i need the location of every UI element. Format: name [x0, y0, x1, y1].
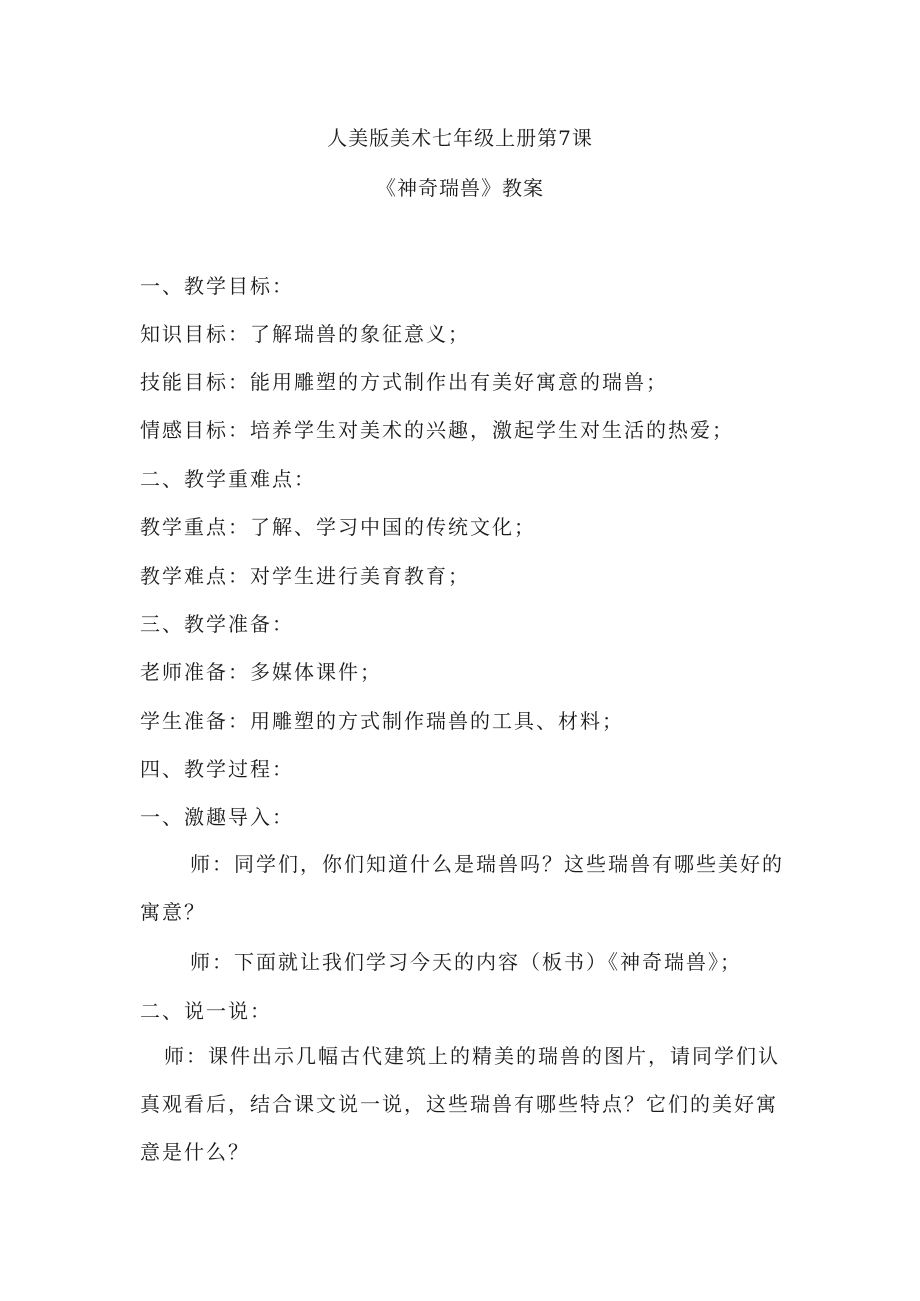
section-heading-process: 四、教学过程：: [140, 757, 294, 781]
skill-objective: 技能目标：能用雕塑的方式制作出有美好寓意的瑞兽；: [140, 370, 668, 394]
discuss-paragraph: 师：课件出示几幅古代建筑上的精美的瑞兽的图片，请同学们认真观看后，结合课文说一说，这些瑞兽有哪些特点？它们的美好寓意是什么？: [140, 1044, 780, 1164]
section-heading-preparation: 三、教学准备：: [140, 612, 294, 636]
section-heading-key-points: 二、教学重难点：: [140, 467, 316, 491]
intro-paragraph: 师：同学们，你们知道什么是瑞兽吗？这些瑞兽有哪些美好的寓意？: [140, 852, 784, 924]
subsection-heading-discuss: 二、说一说：: [140, 999, 272, 1023]
knowledge-objective: 知识目标：了解瑞兽的象征意义；: [140, 322, 470, 346]
section-heading-objectives: 一、教学目标：: [140, 274, 294, 298]
board-paragraph: 师：下面就让我们学习今天的内容（板书）《神奇瑞兽》；: [190, 950, 742, 974]
emotion-objective: 情感目标：培养学生对美术的兴趣，激起学生对生活的热爱；: [140, 418, 734, 442]
student-preparation: 学生准备：用雕塑的方式制作瑞兽的工具、材料；: [140, 709, 624, 733]
document-subtitle: 《神奇瑞兽》教案: [376, 176, 544, 200]
difficult-point: 教学难点：对学生进行美育教育；: [140, 564, 470, 588]
subsection-heading-intro: 一、激趣导入：: [140, 805, 294, 829]
teacher-preparation: 老师准备：多媒体课件；: [140, 660, 382, 684]
key-point: 教学重点：了解、学习中国的传统文化；: [140, 515, 536, 539]
document-title: 人美版美术七年级上册第7课: [327, 126, 593, 150]
